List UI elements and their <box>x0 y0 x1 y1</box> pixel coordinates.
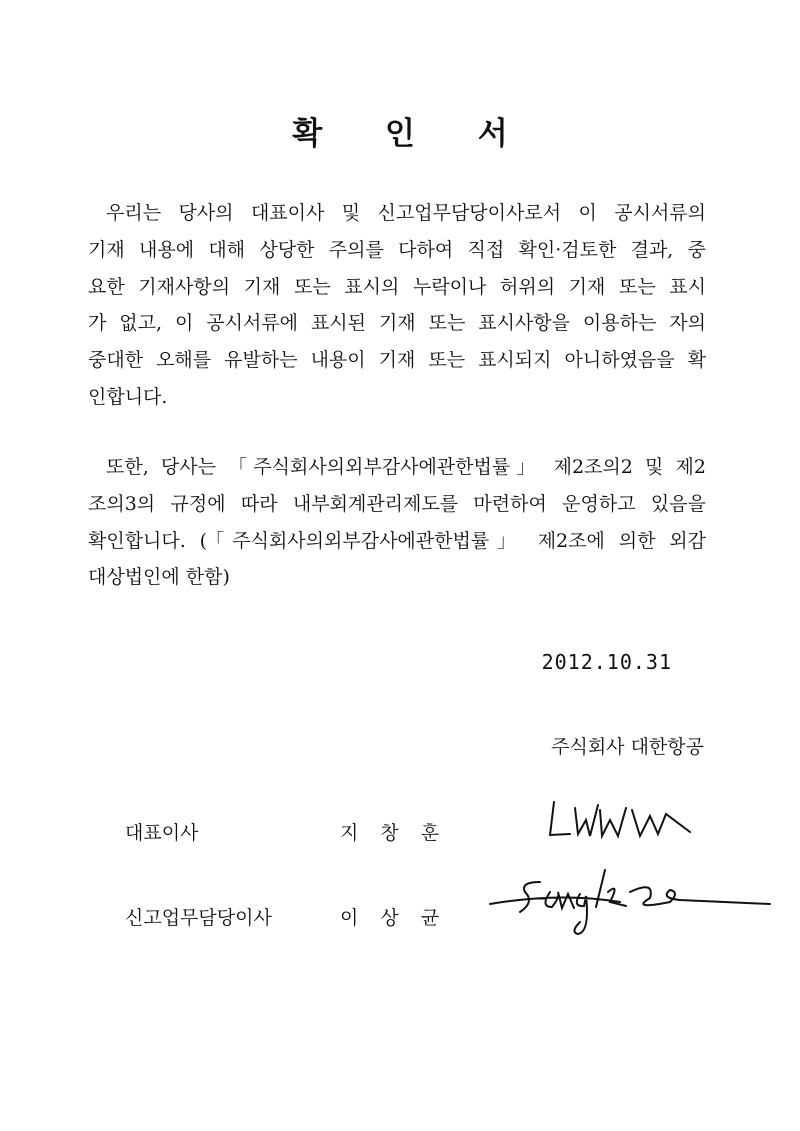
signature-ceo <box>540 790 700 850</box>
internal-control-paragraph <box>88 449 706 596</box>
signer-role: 신고업무담당이사 <box>125 907 272 929</box>
signer-name: 지창훈 <box>340 822 462 844</box>
signer-name: 이상균 <box>340 907 462 929</box>
signer-role: 대표이사 <box>125 822 199 844</box>
text-line: 중대한 오해를 유발하는 내용이 기재 또는 표시되지 아니하였음을 확 <box>88 349 706 372</box>
text-line: 조의3의 규정에 따라 내부회계관리제도를 마련하여 운영하고 있음을 <box>88 492 706 515</box>
text-line: 인합니다. <box>88 385 168 408</box>
signature-cfo <box>480 862 780 942</box>
confirmation-paragraph <box>88 195 706 416</box>
signer-row <box>125 818 462 845</box>
text-line: 또한, 당사는 「주식회사의외부감사에관한법률」 제2조의2 및 제2 <box>106 456 706 478</box>
document-title: 확 인 서 <box>292 116 534 152</box>
text-line: 기재 내용에 대해 상당한 주의를 다하여 직접 확인·검토한 결과, 중 <box>88 238 706 261</box>
signer-row <box>125 903 462 930</box>
text-line: 대상법인에 한함) <box>88 566 230 589</box>
text-line: 확인합니다. (「주식회사의외부감사에관한법률」 제2조에 의한 외감 <box>88 529 706 552</box>
text-line: 우리는 당사의 대표이사 및 신고업무담당이사로서 이 공시서류의 <box>106 202 706 224</box>
text-line: 가 없고, 이 공시서류에 표시된 기재 또는 표시사항을 이용하는 자의 <box>88 312 706 335</box>
company-name: 주식회사 대한항공 <box>551 736 704 758</box>
document-date: 2012.10.31 <box>541 650 672 674</box>
text-line: 요한 기재사항의 기재 또는 표시의 누락이나 허위의 기재 또는 표시 <box>88 275 706 298</box>
